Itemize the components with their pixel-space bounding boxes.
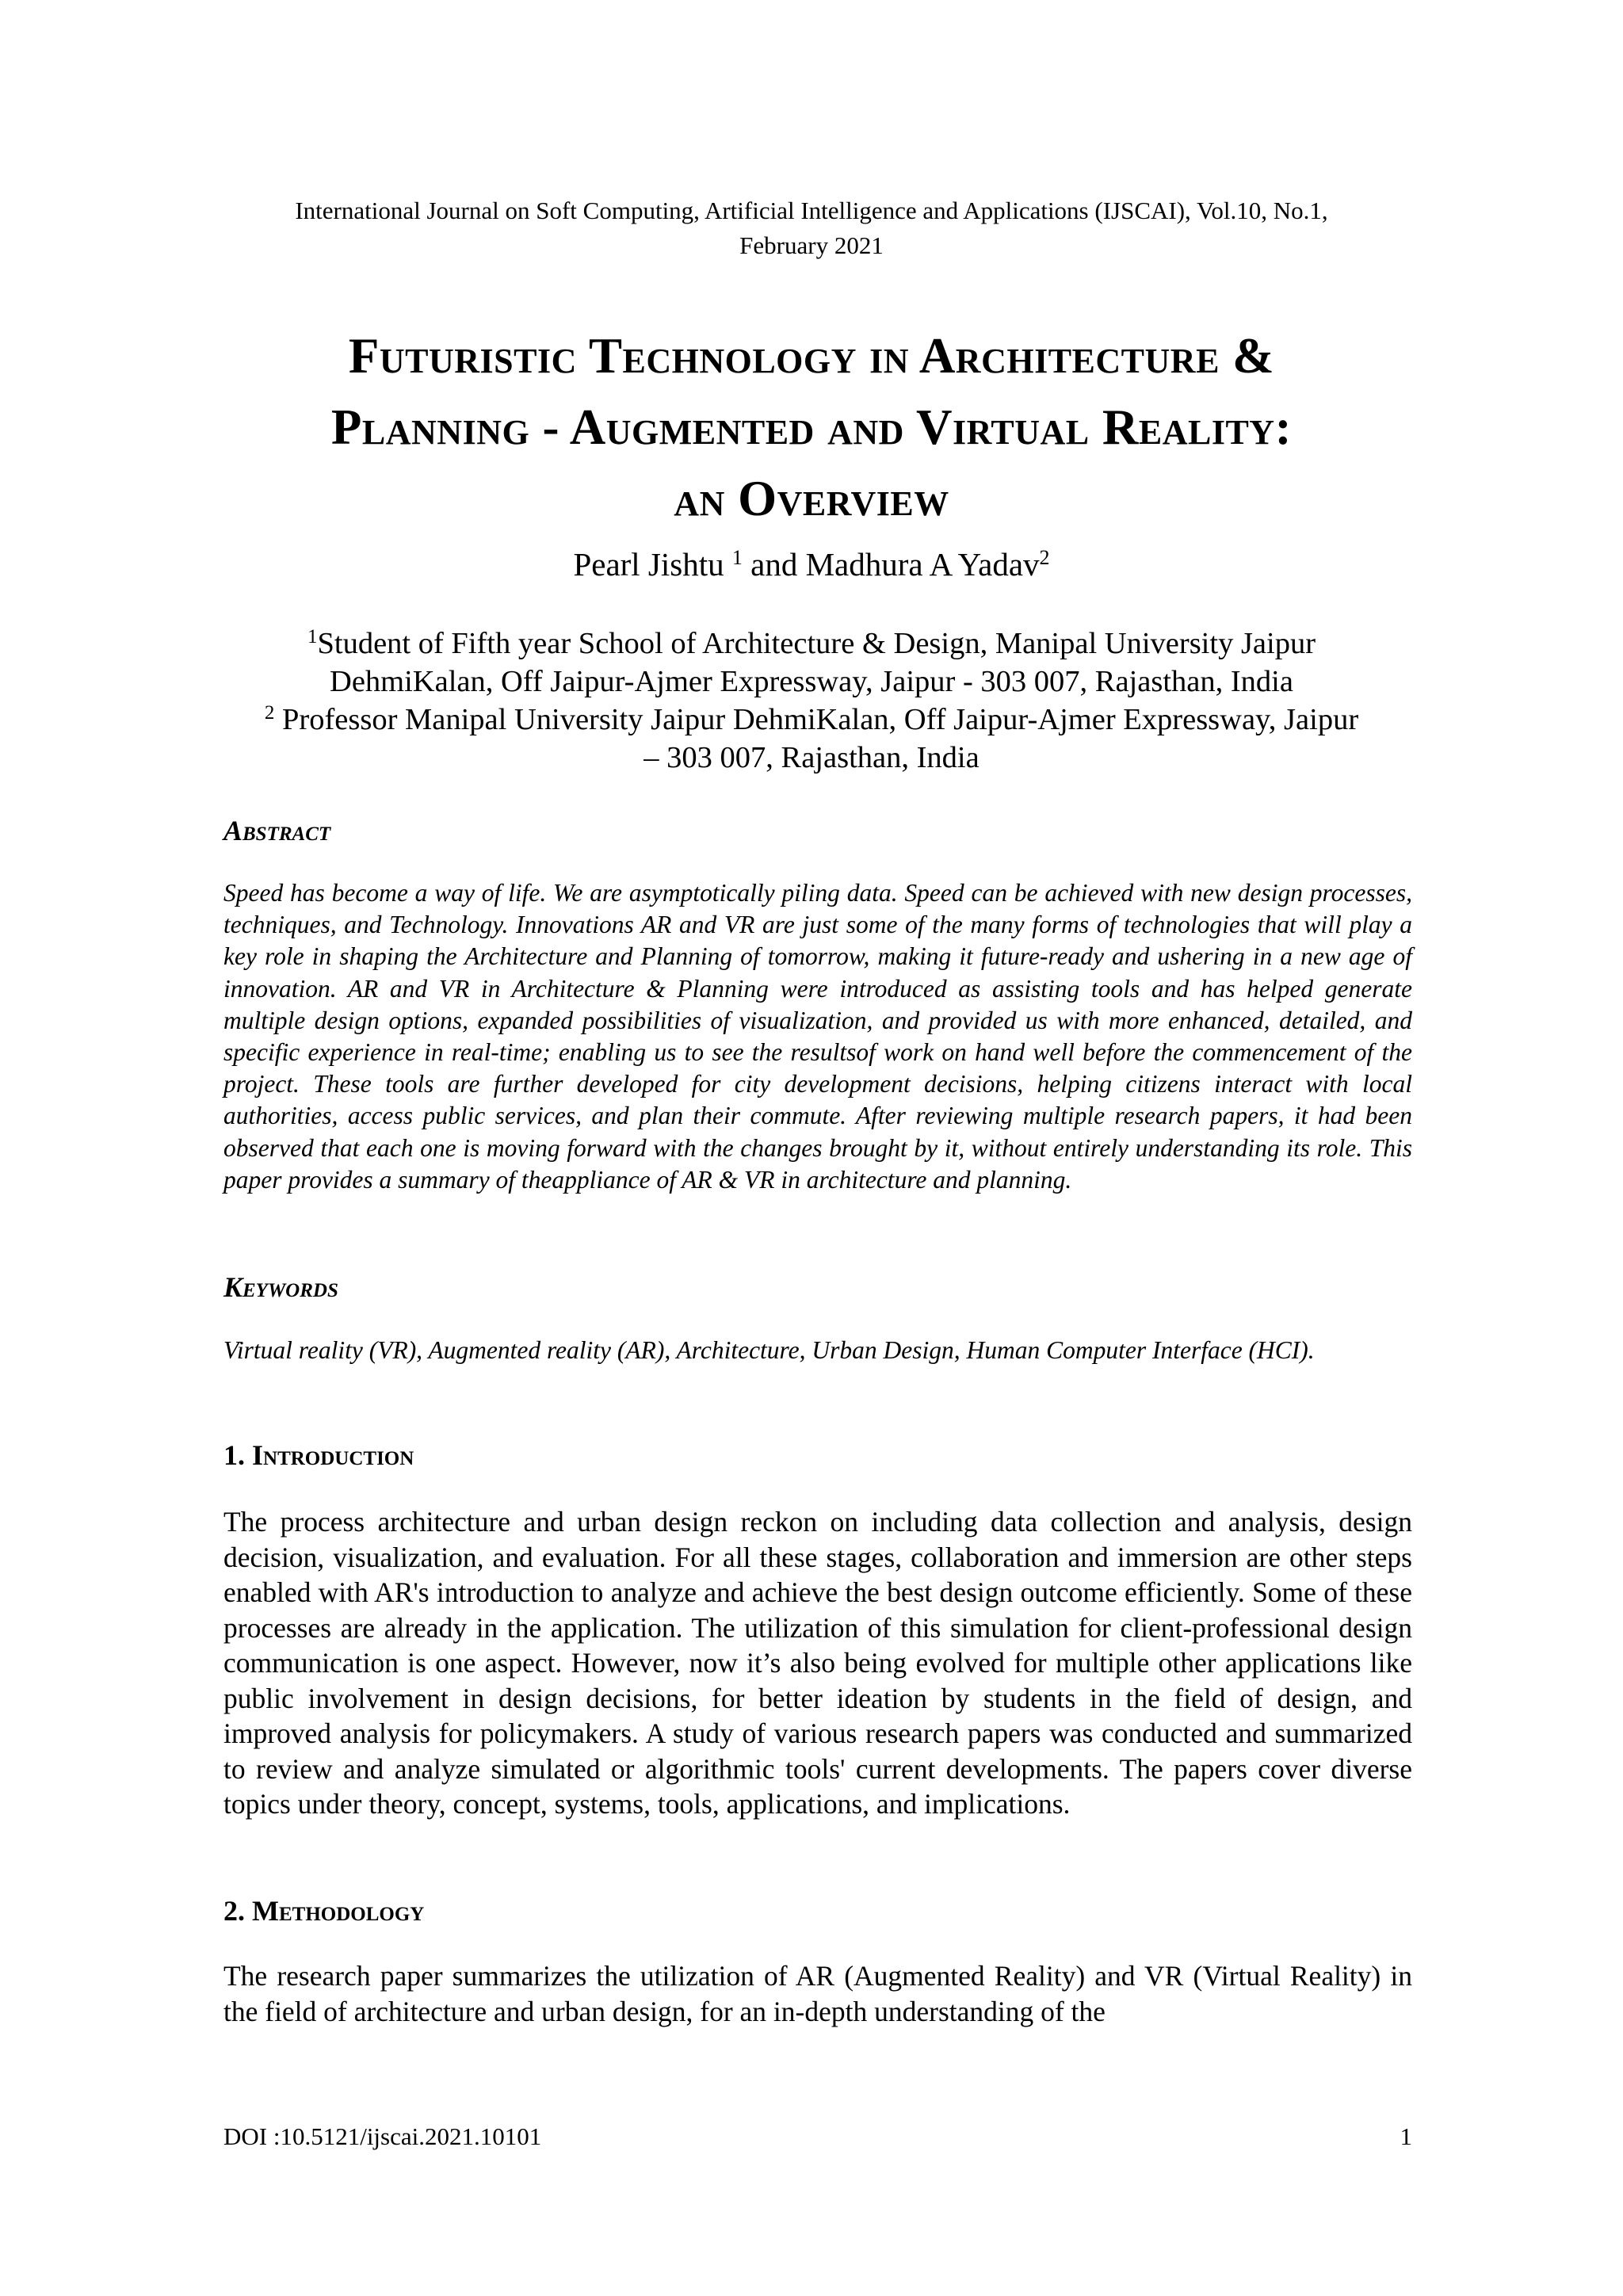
author-2-affiliation-mark: 2 bbox=[1039, 546, 1050, 569]
author-connector: and Madhura A Yadav bbox=[750, 546, 1040, 583]
affiliations bbox=[208, 625, 1415, 777]
journal-header-line1: International Journal on Soft Computing, Artificial Intelligence and Applications (IJSCAI), Vol.10, No.1, bbox=[295, 197, 1328, 224]
affiliation-2-line2: – 303 007, Rajasthan, India bbox=[643, 741, 980, 774]
affiliation-2-mark: 2 bbox=[264, 702, 275, 724]
journal-header-line2: February 2021 bbox=[739, 231, 884, 259]
footer-doi: DOI :10.5121/ijscai.2021.10101 bbox=[223, 2122, 542, 2150]
introduction-text: The process architecture and urban design reckon on including data collection and analysis, design decision, visualization, and evaluation. For all these stages, collaboration and immersion are other steps enabled with AR's introduction to analyze and achieve the best design outcome efficiently. Some of these processes are already in the application. The utilization of this simulation for client-professional design communication is one aspect. However, now it’s also being evolved for multiple other applications like public involvement in design decisions, for better ideation by students in the field of design, and improved analysis for policymakers. A study of various research papers was conducted and summarized to review and analyze simulated or algorithmic tools' current developments. The papers cover diverse topics under theory, concept, systems, tools, applications, and implications. bbox=[223, 1506, 1412, 1820]
affiliation-2 bbox=[208, 701, 1415, 739]
title-line3: an Overview bbox=[674, 471, 949, 526]
affiliation-1 bbox=[208, 625, 1415, 663]
author-1-affiliation-mark: 1 bbox=[731, 546, 743, 569]
affiliation-1-mark: 1 bbox=[307, 626, 318, 648]
author-list bbox=[206, 544, 1417, 585]
title-line1: Futuristic Technology in Architecture & bbox=[348, 328, 1275, 384]
affiliation-1-line2: DehmiKalan, Off Jaipur-Ajmer Expressway, Jaipur - 303 007, Rajasthan, India bbox=[330, 665, 1293, 698]
abstract-text: Speed has become a way of life. We are asymptotically piling data. Speed can be achieved with new design processes, techniques, and Technology. Innovations AR and VR are just some of the many forms of technologies that will play a key role in shaping the Architecture and Planning of tomorrow, making it future-ready and ushering in a new age of innovation. AR and VR in Architecture & Planning were introduced as assisting tools and has helped generate multiple design options, expanded possibilities of visualization, and provided us with more enhanced, detailed, and specific experience in real-time; enabling us to see the resultsof work on hand well before the commencement of the project. These tools are further developed for city development decisions, helping citizens interact with local authorities, access public services, and plan their commute. After reviewing multiple research papers, it had been observed that each one is moving forward with the changes brought by it, without entirely understanding its role. This paper provides a summary of theappliance of AR & VR in architecture and planning. bbox=[223, 879, 1412, 1194]
keywords-heading: Keywords bbox=[223, 1271, 338, 1303]
introduction-heading: 1. Introduction bbox=[223, 1439, 414, 1471]
affiliation-2-line1: Professor Manipal University Jaipur DehmiKalan, Off Jaipur-Ajmer Expressway, Jaipur bbox=[281, 703, 1359, 736]
methodology-heading: 2. Methodology bbox=[223, 1895, 425, 1927]
page-number: 1 bbox=[1400, 2122, 1412, 2150]
paper-title bbox=[158, 320, 1465, 534]
keywords-text: Virtual reality (VR), Augmented reality (AR), Architecture, Urban Design, Human Computer Interface (HCI). bbox=[223, 1336, 1315, 1364]
author-1-name: Pearl Jishtu bbox=[573, 546, 724, 583]
journal-header bbox=[206, 193, 1417, 263]
methodology-text: The research paper summarizes the utilization of AR (Augmented Reality) and VR (Virtual Reality) in the field of architecture and urban design, for an in-depth understanding of the bbox=[223, 1960, 1412, 2027]
affiliation-1-line1: Student of Fifth year School of Architecture & Design, Manipal University Jaipur bbox=[317, 627, 1316, 660]
abstract-heading: Abstract bbox=[223, 815, 331, 846]
title-line2: Planning - Augmented and Virtual Reality: bbox=[330, 399, 1293, 455]
